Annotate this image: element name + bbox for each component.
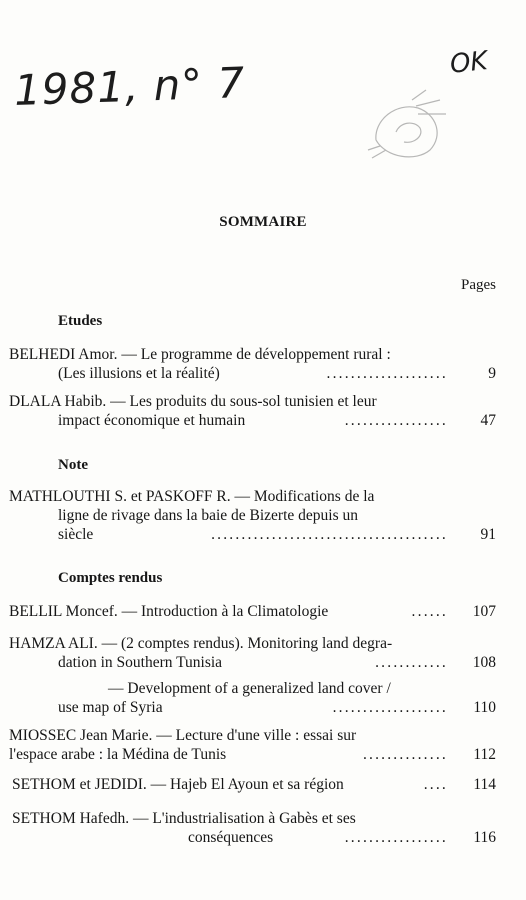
- toc-entry-line: siècle: [58, 526, 94, 543]
- page-title: SOMMAIRE: [219, 214, 307, 230]
- toc-page-number: 108: [472, 654, 496, 671]
- toc-entry-line: conséquences: [188, 829, 274, 846]
- toc-page-number: 107: [472, 603, 496, 620]
- toc-page-number: 112: [473, 746, 496, 763]
- toc-leader-dots: ....: [423, 776, 448, 793]
- toc-leader-dots: .......................................: [211, 526, 448, 543]
- toc-entry: [0, 634, 526, 672]
- section-heading-etudes: Etudes: [58, 313, 103, 329]
- section-heading-comptes-rendus: Comptes rendus: [58, 570, 163, 586]
- toc-entry-line: MATHLOUTHI S. et PASKOFF R. — Modifications de la: [9, 488, 375, 505]
- toc-leader-dots: ...................: [332, 699, 448, 716]
- toc-page-number: 9: [488, 365, 496, 382]
- toc-entry-line: HAMZA ALI. — (2 comptes rendus). Monitoring land degra-: [9, 635, 393, 652]
- section-heading-note: Note: [58, 457, 88, 473]
- toc-leader-dots: ....................: [326, 365, 448, 382]
- toc-leader-dots: ..............: [362, 746, 448, 763]
- toc-entry: [0, 679, 526, 717]
- faded-stamp-icon: [356, 80, 466, 170]
- toc-entry: [0, 602, 526, 621]
- toc-entry-line: use map of Syria: [58, 699, 163, 716]
- toc-entry: [0, 487, 526, 544]
- toc-leader-dots: .................: [344, 412, 448, 429]
- pages-column-header: Pages: [461, 277, 496, 293]
- toc-entry-line: SETHOM et JEDIDI. — Hajeb El Ayoun et sa région: [12, 776, 344, 793]
- toc-leader-dots: .................: [344, 829, 448, 846]
- toc-entry-line: MIOSSEC Jean Marie. — Lecture d'une ville : essai sur: [9, 727, 357, 744]
- toc-page-number: 116: [473, 829, 496, 846]
- handwritten-ok-mark: OK: [448, 46, 489, 80]
- toc-entry-line: dation in Southern Tunisia: [58, 654, 223, 671]
- toc-entry-line: l'espace arabe : la Médina de Tunis: [9, 746, 227, 763]
- toc-entry-line: (Les illusions et la réalité): [58, 365, 220, 382]
- toc-page-number: 47: [480, 412, 496, 429]
- toc-page-number: 91: [480, 526, 496, 543]
- toc-page-number: 110: [473, 699, 496, 716]
- toc-entry-line: SETHOM Hafedh. — L'industrialisation à Gabès et ses: [12, 810, 356, 827]
- toc-entry: [0, 345, 526, 383]
- toc-entry-line: ligne de rivage dans la baie de Bizerte depuis un: [58, 507, 358, 524]
- toc-entry: [0, 392, 526, 430]
- toc-page-number: 114: [473, 776, 496, 793]
- handwritten-issue-note: 1981, n° 7: [13, 57, 247, 116]
- toc-entry-line: impact économique et humain: [58, 412, 246, 429]
- toc-entry-line: — Development of a generalized land cover /: [108, 680, 391, 697]
- toc-entry-line: DLALA Habib. — Les produits du sous-sol tunisien et leur: [9, 393, 377, 410]
- toc-entry-line: BELHEDI Amor. — Le programme de développement rural :: [9, 346, 391, 363]
- toc-leader-dots: ............: [375, 654, 448, 671]
- toc-entry: [0, 809, 526, 847]
- toc-entry-line: BELLIL Moncef. — Introduction à la Climatologie: [9, 603, 329, 620]
- toc-entry: [0, 775, 526, 794]
- toc-entry: [0, 726, 526, 764]
- toc-leader-dots: ......: [411, 603, 448, 620]
